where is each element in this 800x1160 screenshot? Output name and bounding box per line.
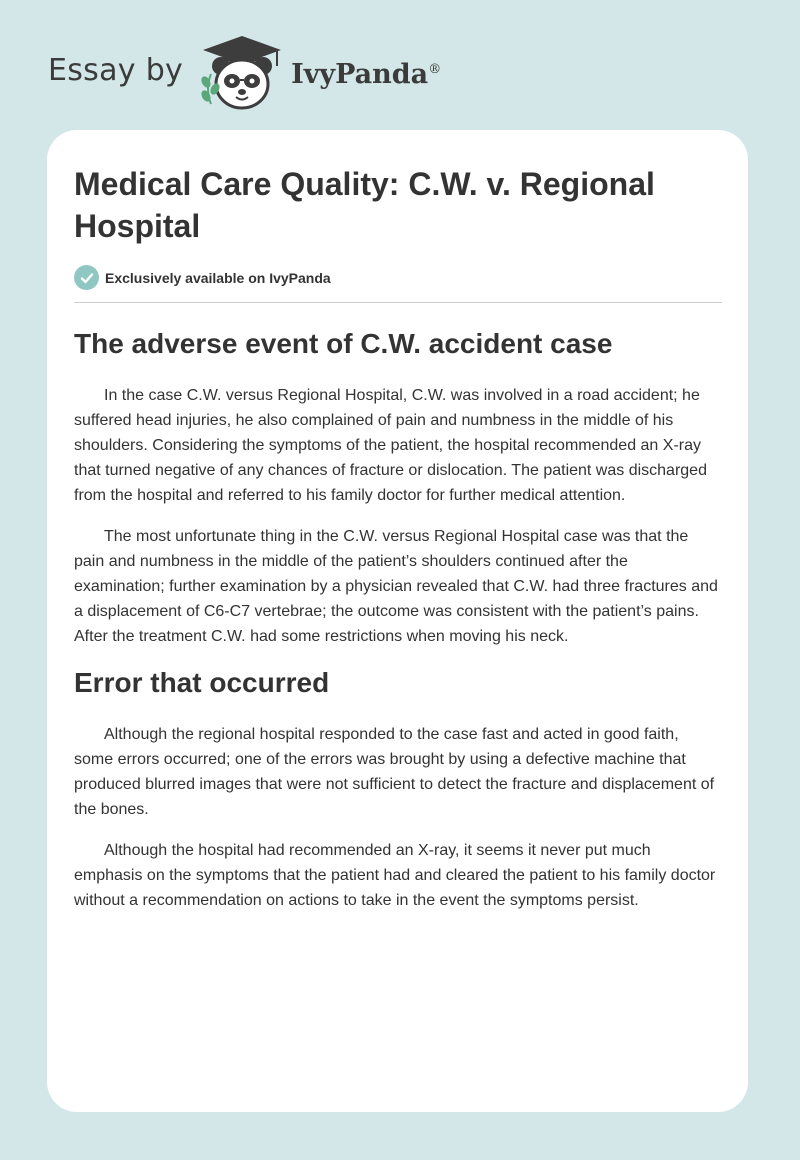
divider [74,302,722,303]
registered-mark: ® [428,61,442,77]
exclusive-badge [74,265,722,290]
paragraph: Although the regional hospital responded to the case fast and acted in good faith, some errors occurred; one of the errors was brought by using a defective machine that produced blurred images that were not sufficient to detect the fracture and displacement of the bones. [74,726,715,818]
brand-header[interactable] [48,34,441,114]
essay-card [47,130,748,1112]
check-circle-icon [74,265,99,290]
brand-name: IvyPanda® [291,58,442,90]
panda-logo-icon [197,34,287,114]
paragraph: The most unfortunate thing in the C.W. versus Regional Hospital case was that the pain and numbness in the middle of the patient’s shoulders continued after the examination; further examination by a physician revealed that C.W. had three fractures and a displacement of C6-C7 vertebrae; the outcome was consistent with the patient’s pains. After the treatment C.W. had some restrictions when moving his neck. [74,528,718,645]
page-title: Medical Care Quality: C.W. v. Regional Hospital [74,166,655,244]
paragraph: In the case C.W. versus Regional Hospital, C.W. was involved in a road accident; he suffered head injuries, he also complained of pain and numbness in the middle of his shoulders. Considering the symptoms of the patient, the hospital recommended an X-ray that turned negative of any chances of fracture or dislocation. The patient was discharged from the hospital and referred to his family doctor for further medical attention. [74,387,707,504]
section-heading: Error that occurred [74,667,330,698]
exclusive-label: Exclusively available on IvyPanda [105,269,331,286]
paragraph: Although the hospital had recommended an X-ray, it seems it never put much emphasis on the symptoms that the patient had and cleared the patient to his family doctor without a recommendation on actions to take in the event the symptoms persist. [74,842,716,909]
essay-content [74,163,722,913]
brand-prefix: Essay by [48,52,184,88]
section-heading: The adverse event of C.W. accident case [74,328,613,359]
